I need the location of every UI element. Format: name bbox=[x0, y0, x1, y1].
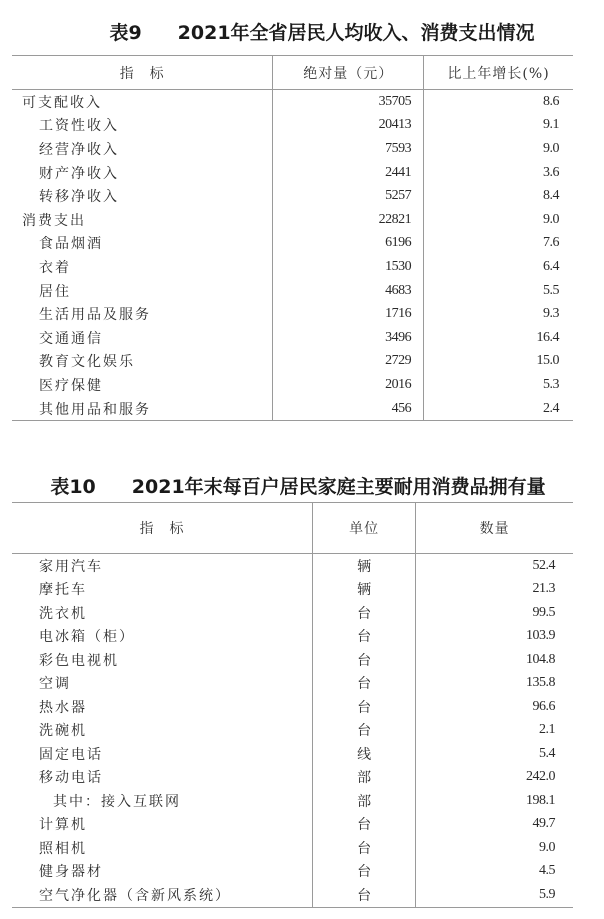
unit-cell: 台 bbox=[312, 672, 415, 696]
unit-cell: 台 bbox=[312, 883, 415, 907]
table9-header-growth: 比上年增长(%) bbox=[424, 56, 573, 90]
table10-durable-goods bbox=[12, 502, 573, 908]
indicator-cell: 衣着 bbox=[39, 259, 71, 276]
table-row bbox=[12, 184, 573, 208]
absolute-value-cell: 5257 bbox=[273, 184, 424, 208]
quantity-cell: 5.9 bbox=[416, 883, 573, 907]
table10-number: 表10 bbox=[50, 476, 96, 498]
table-row bbox=[12, 648, 573, 672]
indicator-cell: 其他用品和服务 bbox=[39, 401, 151, 418]
table-row bbox=[12, 373, 573, 397]
quantity-cell: 9.0 bbox=[416, 836, 573, 860]
indicator-cell: 计算机 bbox=[39, 817, 87, 834]
table-row bbox=[12, 625, 573, 649]
table9-title bbox=[20, 18, 604, 45]
indicator-cell: 生活用品及服务 bbox=[39, 307, 151, 324]
quantity-cell: 21.3 bbox=[416, 578, 573, 602]
unit-cell: 台 bbox=[312, 625, 415, 649]
indicator-cell: 健身器材 bbox=[39, 864, 103, 881]
indicator-cell: 经营净收入 bbox=[39, 141, 119, 158]
quantity-cell: 2.1 bbox=[416, 719, 573, 743]
indicator-cell: 洗衣机 bbox=[39, 605, 87, 622]
table9-income-expenditure bbox=[12, 55, 573, 421]
unit-cell: 台 bbox=[312, 813, 415, 837]
table-row bbox=[12, 397, 573, 421]
absolute-value-cell: 35705 bbox=[273, 90, 424, 114]
table-row bbox=[12, 350, 573, 374]
growth-cell: 8.4 bbox=[424, 184, 573, 208]
indicator-cell: 照相机 bbox=[39, 840, 87, 857]
table9-header-row bbox=[12, 56, 573, 90]
indicator-cell: 医疗保健 bbox=[39, 377, 103, 394]
growth-cell: 15.0 bbox=[424, 350, 573, 374]
absolute-value-cell: 2016 bbox=[273, 373, 424, 397]
table-row bbox=[12, 232, 573, 256]
table-row bbox=[12, 114, 573, 138]
table-row bbox=[12, 137, 573, 161]
indicator-cell: 其中：接入互联网 bbox=[53, 793, 181, 810]
growth-cell: 9.0 bbox=[424, 137, 573, 161]
table9-title-text: 2021年全省居民人均收入、消费支出情况 bbox=[177, 22, 535, 44]
quantity-cell: 52.4 bbox=[416, 554, 573, 578]
quantity-cell: 96.6 bbox=[416, 695, 573, 719]
absolute-value-cell: 20413 bbox=[273, 114, 424, 138]
growth-cell: 16.4 bbox=[424, 326, 573, 350]
table-row bbox=[12, 883, 573, 907]
table-row bbox=[12, 578, 573, 602]
absolute-value-cell: 1716 bbox=[273, 302, 424, 326]
unit-cell: 台 bbox=[312, 860, 415, 884]
table-row bbox=[12, 672, 573, 696]
quantity-cell: 99.5 bbox=[416, 601, 573, 625]
growth-cell: 7.6 bbox=[424, 232, 573, 256]
growth-cell: 2.4 bbox=[424, 397, 573, 421]
indicator-cell: 空气净化器（含新风系统） bbox=[39, 887, 231, 904]
quantity-cell: 135.8 bbox=[416, 672, 573, 696]
table9-header-absolute: 绝对量（元） bbox=[273, 56, 424, 90]
table-row bbox=[12, 766, 573, 790]
table-row bbox=[12, 601, 573, 625]
growth-cell: 9.0 bbox=[424, 208, 573, 232]
growth-cell: 5.5 bbox=[424, 279, 573, 303]
quantity-cell: 103.9 bbox=[416, 625, 573, 649]
growth-cell: 6.4 bbox=[424, 255, 573, 279]
unit-cell: 台 bbox=[312, 648, 415, 672]
unit-cell: 台 bbox=[312, 836, 415, 860]
table-row bbox=[12, 836, 573, 860]
unit-cell: 线 bbox=[312, 742, 415, 766]
indicator-cell: 交通通信 bbox=[39, 330, 103, 347]
table-row bbox=[12, 554, 573, 578]
indicator-cell: 洗碗机 bbox=[39, 723, 87, 740]
table-row bbox=[12, 208, 573, 232]
unit-cell: 辆 bbox=[312, 554, 415, 578]
quantity-cell: 4.5 bbox=[416, 860, 573, 884]
table10-title bbox=[0, 472, 600, 499]
table-row bbox=[12, 742, 573, 766]
absolute-value-cell: 22821 bbox=[273, 208, 424, 232]
table-row bbox=[12, 90, 573, 114]
quantity-cell: 104.8 bbox=[416, 648, 573, 672]
absolute-value-cell: 4683 bbox=[273, 279, 424, 303]
table10-header-row bbox=[12, 503, 573, 554]
indicator-cell: 热水器 bbox=[39, 699, 87, 716]
growth-cell: 8.6 bbox=[424, 90, 573, 114]
indicator-cell: 可支配收入 bbox=[22, 94, 102, 111]
indicator-cell: 财产净收入 bbox=[39, 165, 119, 182]
indicator-cell: 彩色电视机 bbox=[39, 652, 119, 669]
table9-header-indicator: 指 标 bbox=[12, 56, 273, 90]
table10-header-indicator: 指 标 bbox=[12, 503, 312, 554]
unit-cell: 台 bbox=[312, 601, 415, 625]
growth-cell: 9.3 bbox=[424, 302, 573, 326]
indicator-cell: 固定电话 bbox=[39, 746, 103, 763]
quantity-cell: 49.7 bbox=[416, 813, 573, 837]
indicator-cell: 摩托车 bbox=[39, 582, 87, 599]
absolute-value-cell: 2729 bbox=[273, 350, 424, 374]
table-row bbox=[12, 789, 573, 813]
indicator-cell: 电冰箱（柜） bbox=[39, 629, 135, 646]
unit-cell: 部 bbox=[312, 789, 415, 813]
indicator-cell: 消费支出 bbox=[22, 212, 86, 229]
table10-header-quantity: 数量 bbox=[416, 503, 573, 554]
indicator-cell: 移动电话 bbox=[39, 770, 103, 787]
growth-cell: 5.3 bbox=[424, 373, 573, 397]
table-row bbox=[12, 161, 573, 185]
quantity-cell: 5.4 bbox=[416, 742, 573, 766]
table10-title-text: 2021年末每百户居民家庭主要耐用消费品拥有量 bbox=[131, 476, 546, 498]
table-row bbox=[12, 719, 573, 743]
quantity-cell: 198.1 bbox=[416, 789, 573, 813]
indicator-cell: 食品烟酒 bbox=[39, 236, 103, 253]
indicator-cell: 居住 bbox=[39, 283, 71, 300]
indicator-cell: 家用汽车 bbox=[39, 558, 103, 575]
absolute-value-cell: 456 bbox=[273, 397, 424, 421]
unit-cell: 辆 bbox=[312, 578, 415, 602]
absolute-value-cell: 6196 bbox=[273, 232, 424, 256]
indicator-cell: 教育文化娱乐 bbox=[39, 354, 135, 371]
table-row bbox=[12, 302, 573, 326]
growth-cell: 3.6 bbox=[424, 161, 573, 185]
table-row bbox=[12, 326, 573, 350]
unit-cell: 台 bbox=[312, 719, 415, 743]
absolute-value-cell: 1530 bbox=[273, 255, 424, 279]
unit-cell: 部 bbox=[312, 766, 415, 790]
table9-number: 表9 bbox=[109, 22, 142, 44]
indicator-cell: 转移净收入 bbox=[39, 189, 119, 206]
unit-cell: 台 bbox=[312, 695, 415, 719]
table-row bbox=[12, 695, 573, 719]
table-row bbox=[12, 255, 573, 279]
quantity-cell: 242.0 bbox=[416, 766, 573, 790]
growth-cell: 9.1 bbox=[424, 114, 573, 138]
absolute-value-cell: 2441 bbox=[273, 161, 424, 185]
table-row bbox=[12, 813, 573, 837]
absolute-value-cell: 7593 bbox=[273, 137, 424, 161]
table10-header-unit: 单位 bbox=[312, 503, 415, 554]
table-row bbox=[12, 860, 573, 884]
indicator-cell: 工资性收入 bbox=[39, 118, 119, 135]
indicator-cell: 空调 bbox=[39, 676, 71, 693]
absolute-value-cell: 3496 bbox=[273, 326, 424, 350]
table-row bbox=[12, 279, 573, 303]
